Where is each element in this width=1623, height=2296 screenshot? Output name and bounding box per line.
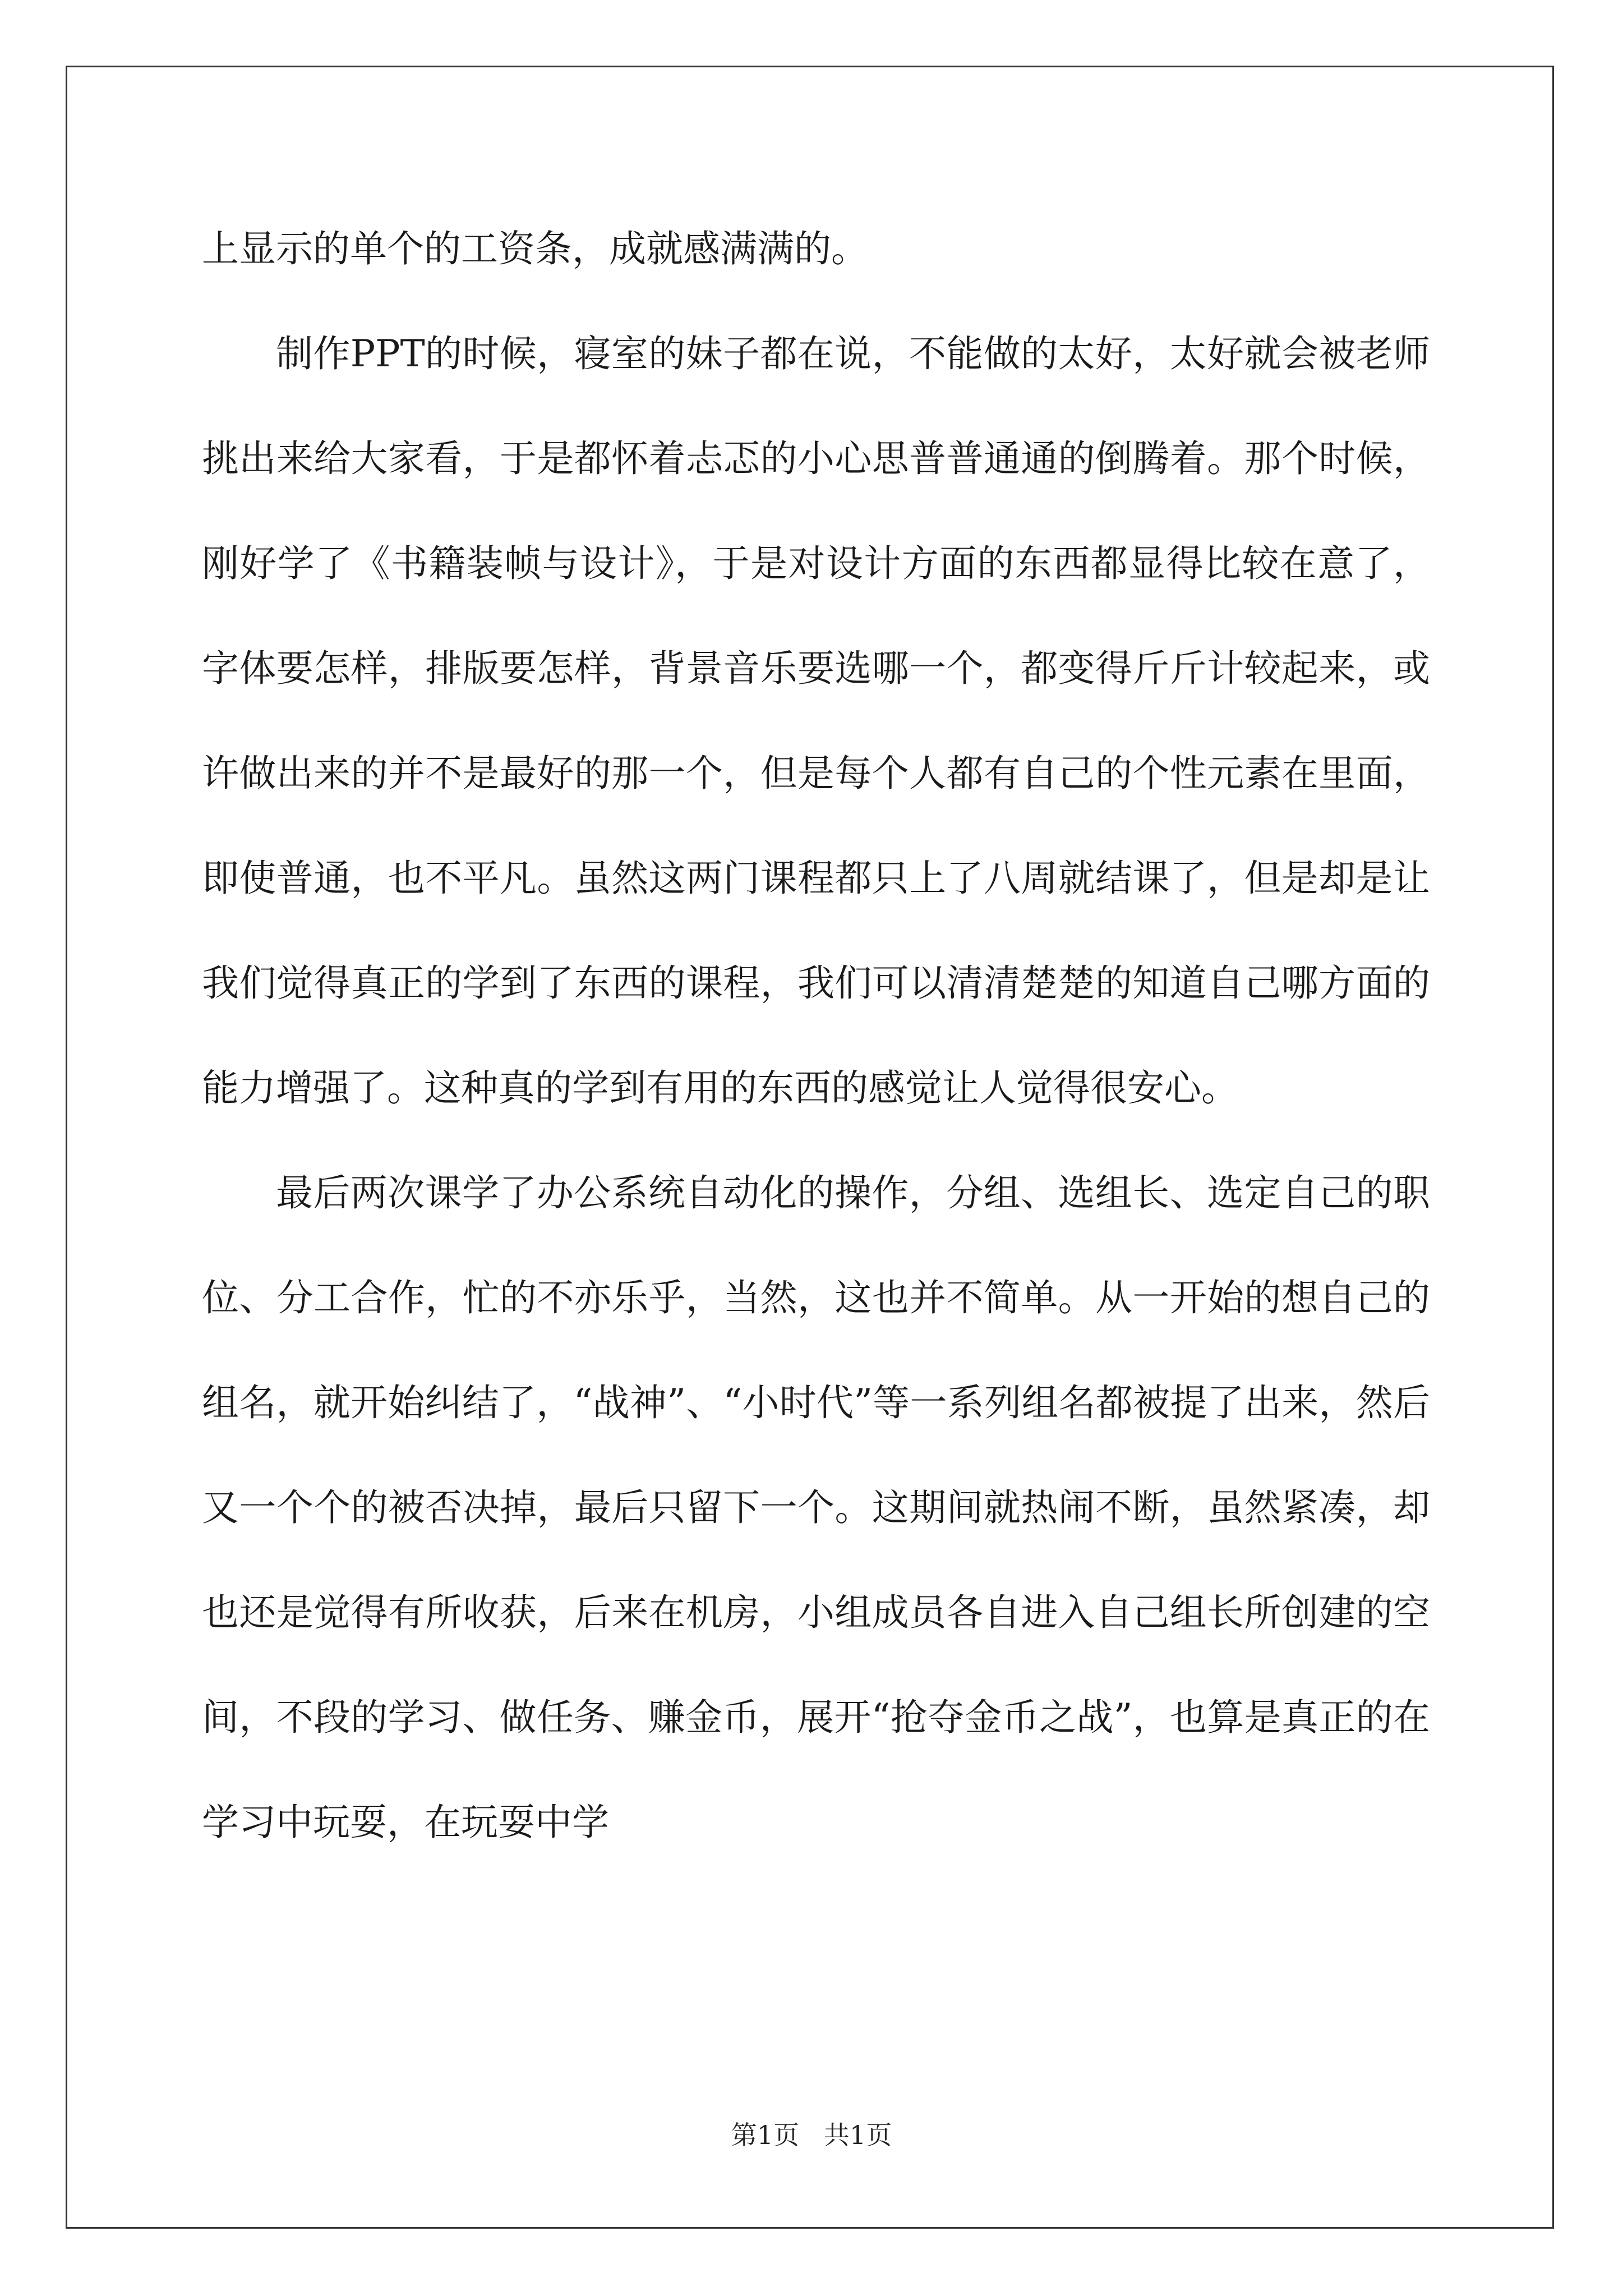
paragraph: 上显示的单个的工资条，成就感满满的。 xyxy=(202,227,868,270)
paragraph: 制作PPT的时候，寝室的妹子都在说，不能做的太好，太好就会被老师挑出来给大家看，于是都怀着忐忑的小心思普普通通的倒腾着。那个时候，刚好学了《书籍装帧与设计》，于是对设计方面的东西都显得比较在意了，字体要怎样，排版要怎样，背景音乐要选哪一个，都变得斤斤计较起来，或许做出来的并不是最好的那一个，但是每个人都有自己的个性元素在里面，即使普通，也不平凡。虽然这两门课程都只上了八周就结课了，但是却是让我们觉得真正的学到了东西的课程，我们可以清清楚楚的知道自己哪方面的能力增强了。这种真的学到有用的东西的感觉让人觉得很安心。 xyxy=(202,332,1430,1110)
paragraph: 最后两次课学了办公系统自动化的操作，分组、选组长、选定自己的职位、分工合作，忙的不亦乐乎，当然，这也并不简单。从一开始的想自己的组名，就开始纠结了，“战神”、“小时代”等一系列组名都被提了出来，然后又一个个的被否决掉，最后只留下一个。这期间就热闹不断，虽然紧凑，却也还是觉得有所收获，后来在机房，小组成员各自进入自己组长所创建的空间，不段的学习、做任务、赚金币，展开“抢夺金币之战”，也算是真正的在学习中玩耍，在玩耍中学 xyxy=(202,1171,1430,1844)
page-number-footer: 第1页 共1页 xyxy=(731,2120,892,2150)
document-body xyxy=(202,196,1430,1875)
